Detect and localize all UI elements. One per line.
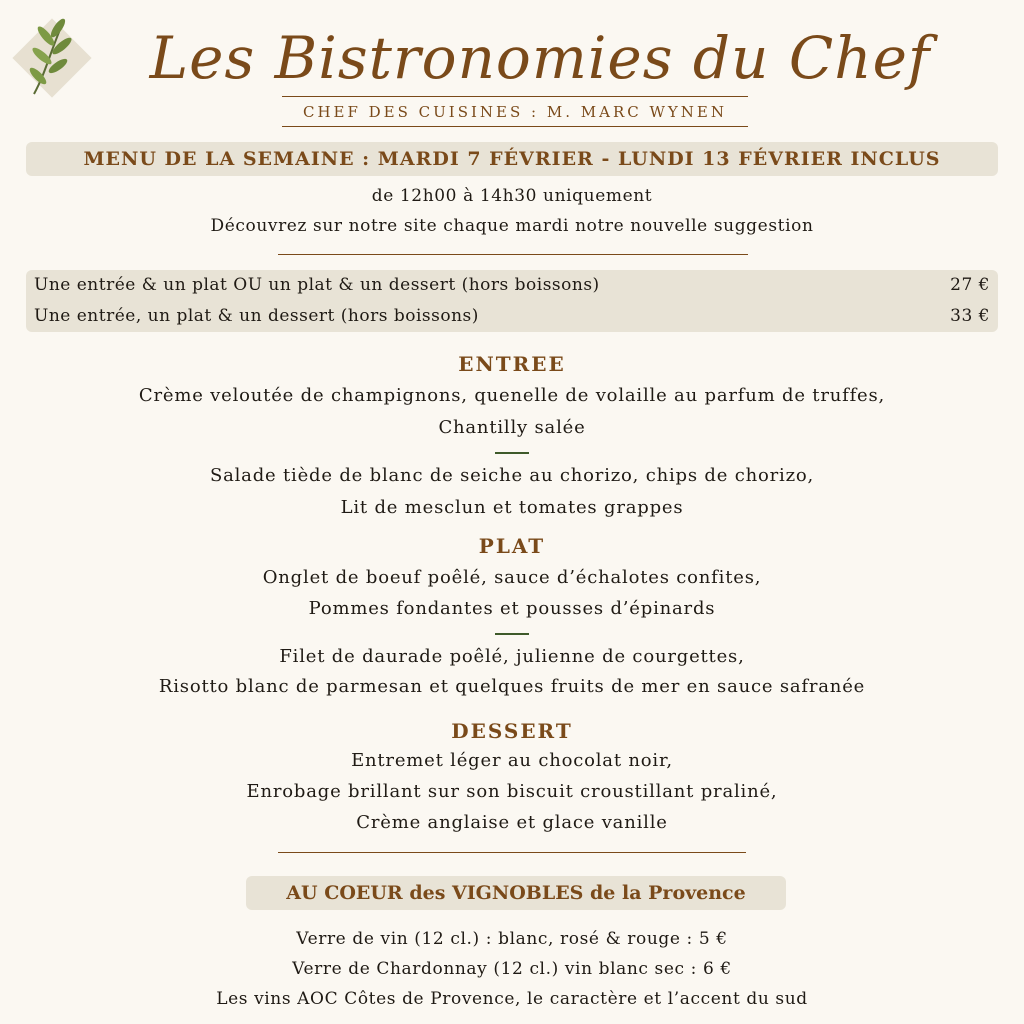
service-hours: de 12h00 à 14h30 uniquement [371,186,653,206]
dish-line: Enrobage brillant sur son biscuit croustillant praliné, [246,781,778,802]
week-title: MENU DE LA SEMAINE : MARDI 7 FÉVRIER - LUNDI 13 FÉVRIER INCLUS [83,148,941,170]
dish-line: Risotto blanc de parmesan et quelques fruits de mer en sauce safranée [158,676,866,697]
dish-line: Onglet de boeuf poêlé, sauce d’échalotes confites, [262,567,762,588]
title-divider-bottom [282,126,748,127]
dish-line: Crème veloutée de champignons, quenelle de volaille au parfum de truffes, [138,385,886,406]
dish-line: Pommes fondantes et pousses d’épinards [308,598,716,619]
dish-line: Lit de mesclun et tomates grappes [340,497,684,518]
dish-line: Crème anglaise et glace vanille [356,812,668,833]
section-title-plat: PLAT [478,534,546,558]
section-title-dessert: DESSERT [451,719,573,743]
weekly-suggestion-note: Découvrez sur notre site chaque mardi notre nouvelle suggestion [210,216,814,236]
wine-line: Verre de vin (12 cl.) : blanc, rosé & rouge : 5 € [296,929,728,949]
vineyard-title: AU COEUR des VIGNOBLES de la Provence [286,882,746,904]
intro-divider [278,254,748,255]
dish-line: Filet de daurade poêlé, julienne de courgettes, [279,646,745,667]
restaurant-title: Les Bistronomies du Chef [149,24,931,92]
price-label: Une entrée, un plat & un dessert (hors boissons) [34,306,479,326]
section-title-entree: ENTREE [458,352,566,376]
dessert-divider [278,852,746,853]
dish-line: Chantilly salée [438,417,586,438]
chef-name: CHEF DES CUISINES : M. MARC WYNEN [302,103,728,121]
price-value: 33 € [950,306,990,326]
price-row [34,301,990,332]
dish-separator [495,633,529,635]
dish-line: Entremet léger au chocolat noir, [351,750,673,771]
olive-branch-icon [6,12,98,104]
wine-line: Les vins AOC Côtes de Provence, le caractère et l’accent du sud [216,989,808,1009]
price-value: 27 € [950,275,990,295]
price-label: Une entrée & un plat OU un plat & un dessert (hors boissons) [34,275,600,295]
price-row [34,270,990,301]
dish-separator [495,452,529,454]
dish-line: Salade tiède de blanc de seiche au chorizo, chips de chorizo, [209,465,815,486]
title-divider-top [282,96,748,97]
wine-line: Verre de Chardonnay (12 cl.) vin blanc sec : 6 € [292,959,732,979]
